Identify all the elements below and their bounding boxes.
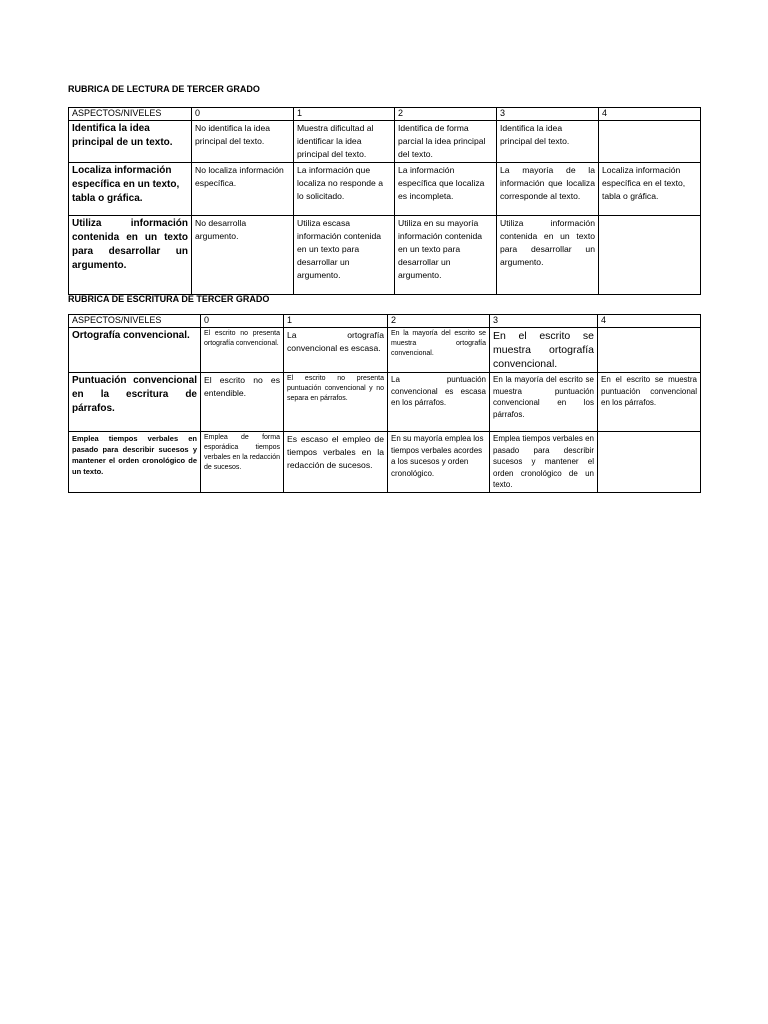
table-row xyxy=(69,216,701,295)
writing-rubric-title: RUBRICA DE ESCRITURA DE TERCER GRADO xyxy=(68,294,270,304)
aspect-cell: Localiza información específica en un texto, tabla o gráfica. xyxy=(69,163,192,216)
level-cell: El escrito no presenta puntuación convencional y no separa en párrafos. xyxy=(284,373,388,432)
level-cell xyxy=(598,328,701,373)
level-cell: Emplea de forma esporádica tiempos verbales en la redacción de sucesos. xyxy=(201,432,284,493)
level-cell: En el escrito se muestra puntuación convencional en los párrafos. xyxy=(598,373,701,432)
table-header-row xyxy=(69,315,701,328)
level-cell: La puntuación convencional es escasa en los párrafos. xyxy=(388,373,490,432)
header-level-1: 1 xyxy=(294,108,395,121)
level-cell: La mayoría de la información que localiza corresponde al texto. xyxy=(497,163,599,216)
header-level-0: 0 xyxy=(192,108,294,121)
level-cell: Utiliza información contenida en un texto para desarrollar un argumento. xyxy=(497,216,599,295)
aspect-cell: Emplea tiempos verbales en pasado para describir sucesos y mantener el orden cronológico de un texto. xyxy=(69,432,201,493)
header-level-2: 2 xyxy=(395,108,497,121)
level-cell: La información específica que localiza es incompleta. xyxy=(395,163,497,216)
header-level-2: 2 xyxy=(388,315,490,328)
table-row xyxy=(69,432,701,493)
header-aspects: ASPECTOS/NIVELES xyxy=(69,108,192,121)
level-cell: El escrito no presenta ortografía convencional. xyxy=(201,328,284,373)
writing-rubric-table xyxy=(68,314,701,493)
aspect-cell: Utiliza información contenida en un texto para desarrollar un argumento. xyxy=(69,216,192,295)
level-cell: En la mayoría del escrito se muestra puntuación convencional en los párrafos. xyxy=(490,373,598,432)
level-cell: No identifica la idea principal del texto. xyxy=(192,121,294,163)
level-cell: Localiza información específica en el texto, tabla o gráfica. xyxy=(599,163,701,216)
level-cell: Utiliza escasa información contenida en un texto para desarrollar un argumento. xyxy=(294,216,395,295)
reading-rubric-table xyxy=(68,107,701,295)
table-row xyxy=(69,373,701,432)
level-cell: No localiza información específica. xyxy=(192,163,294,216)
level-cell: La ortografía convencional es escasa. xyxy=(284,328,388,373)
header-level-0: 0 xyxy=(201,315,284,328)
level-cell: Emplea tiempos verbales en pasado para describir sucesos y mantener el orden cronológico de un texto. xyxy=(490,432,598,493)
level-cell: Utiliza en su mayoría información contenida en un texto para desarrollar un argumento. xyxy=(395,216,497,295)
header-level-4: 4 xyxy=(598,315,701,328)
table-row xyxy=(69,328,701,373)
table-header-row xyxy=(69,108,701,121)
reading-rubric-title: RUBRICA DE LECTURA DE TERCER GRADO xyxy=(68,84,260,94)
level-cell: El escrito no es entendible. xyxy=(201,373,284,432)
level-cell: Muestra dificultad al identificar la idea principal del texto. xyxy=(294,121,395,163)
level-cell: En la mayoría del escrito se muestra ortografía convencional. xyxy=(388,328,490,373)
aspect-cell: Identifica la idea principal de un texto. xyxy=(69,121,192,163)
level-cell xyxy=(599,121,701,163)
level-cell: No desarrolla argumento. xyxy=(192,216,294,295)
header-aspects: ASPECTOS/NIVELES xyxy=(69,315,201,328)
header-level-3: 3 xyxy=(490,315,598,328)
level-cell: En su mayoría emplea los tiempos verbales acordes a los sucesos y orden cronológico. xyxy=(388,432,490,493)
header-level-3: 3 xyxy=(497,108,599,121)
level-cell xyxy=(598,432,701,493)
header-level-1: 1 xyxy=(284,315,388,328)
level-cell xyxy=(599,216,701,295)
level-cell: Es escaso el empleo de tiempos verbales en la redacción de sucesos. xyxy=(284,432,388,493)
table-row xyxy=(69,163,701,216)
level-cell: Identifica de forma parcial la idea principal del texto. xyxy=(395,121,497,163)
aspect-cell: Puntuación convencional en la escritura de párrafos. xyxy=(69,373,201,432)
level-cell: La información que localiza no responde a lo solicitado. xyxy=(294,163,395,216)
table-row xyxy=(69,121,701,163)
level-cell: Identifica la idea principal del texto. xyxy=(497,121,599,163)
header-level-4: 4 xyxy=(599,108,701,121)
level-cell: En el escrito se muestra ortografía convencional. xyxy=(490,328,598,373)
aspect-cell: Ortografía convencional. xyxy=(69,328,201,373)
